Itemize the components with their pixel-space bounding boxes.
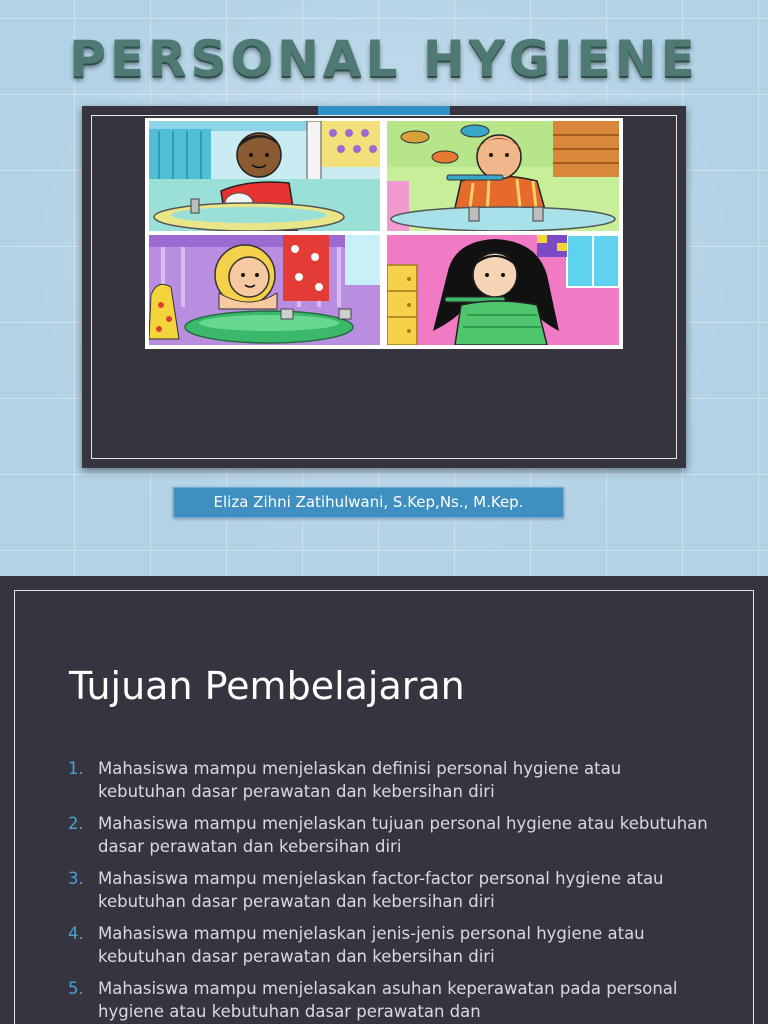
list-item: 3. Mahasiswa mampu menjelaskan factor-factor personal hygiene atau kebutuhan dasar perawatan dan kebersihan diri	[68, 869, 664, 911]
picture-frame	[82, 106, 686, 468]
facewashing-girl-panel	[149, 235, 380, 345]
list-item: 5. Mahasiswa mampu menjelasakan asuhan keperawatan pada personal hygiene atau kebutuhan dasar perawatan dan	[68, 979, 678, 1021]
objectives-slide	[0, 576, 768, 1024]
list-item: 1. Mahasiswa mampu menjelaskan definisi personal hygiene atau kebutuhan dasar perawatan dan kebersihan diri	[68, 759, 622, 801]
slide-title: Tujuan Pembelajaran	[69, 664, 465, 708]
hygiene-illustration	[145, 118, 623, 349]
toothbrushing-girl-panel	[387, 235, 619, 345]
handwashing-boy-panel	[149, 121, 380, 231]
list-item: 2. Mahasiswa mampu menjelaskan tujuan personal hygiene atau kebutuhan dasar perawatan dan kebersihan diri	[68, 814, 708, 856]
list-item: 4. Mahasiswa mampu menjelaskan jenis-jenis personal hygiene atau kebutuhan dasar perawatan dan kebersihan diri	[68, 924, 645, 966]
slide-title: PERSONAL HYGIENE	[69, 30, 699, 88]
toothbrushing-boy-panel	[387, 121, 619, 231]
author-name: Eliza Zihni Zatihulwani, S.Kep,Ns., M.Kep.	[173, 487, 564, 518]
objectives-list	[68, 757, 708, 1024]
